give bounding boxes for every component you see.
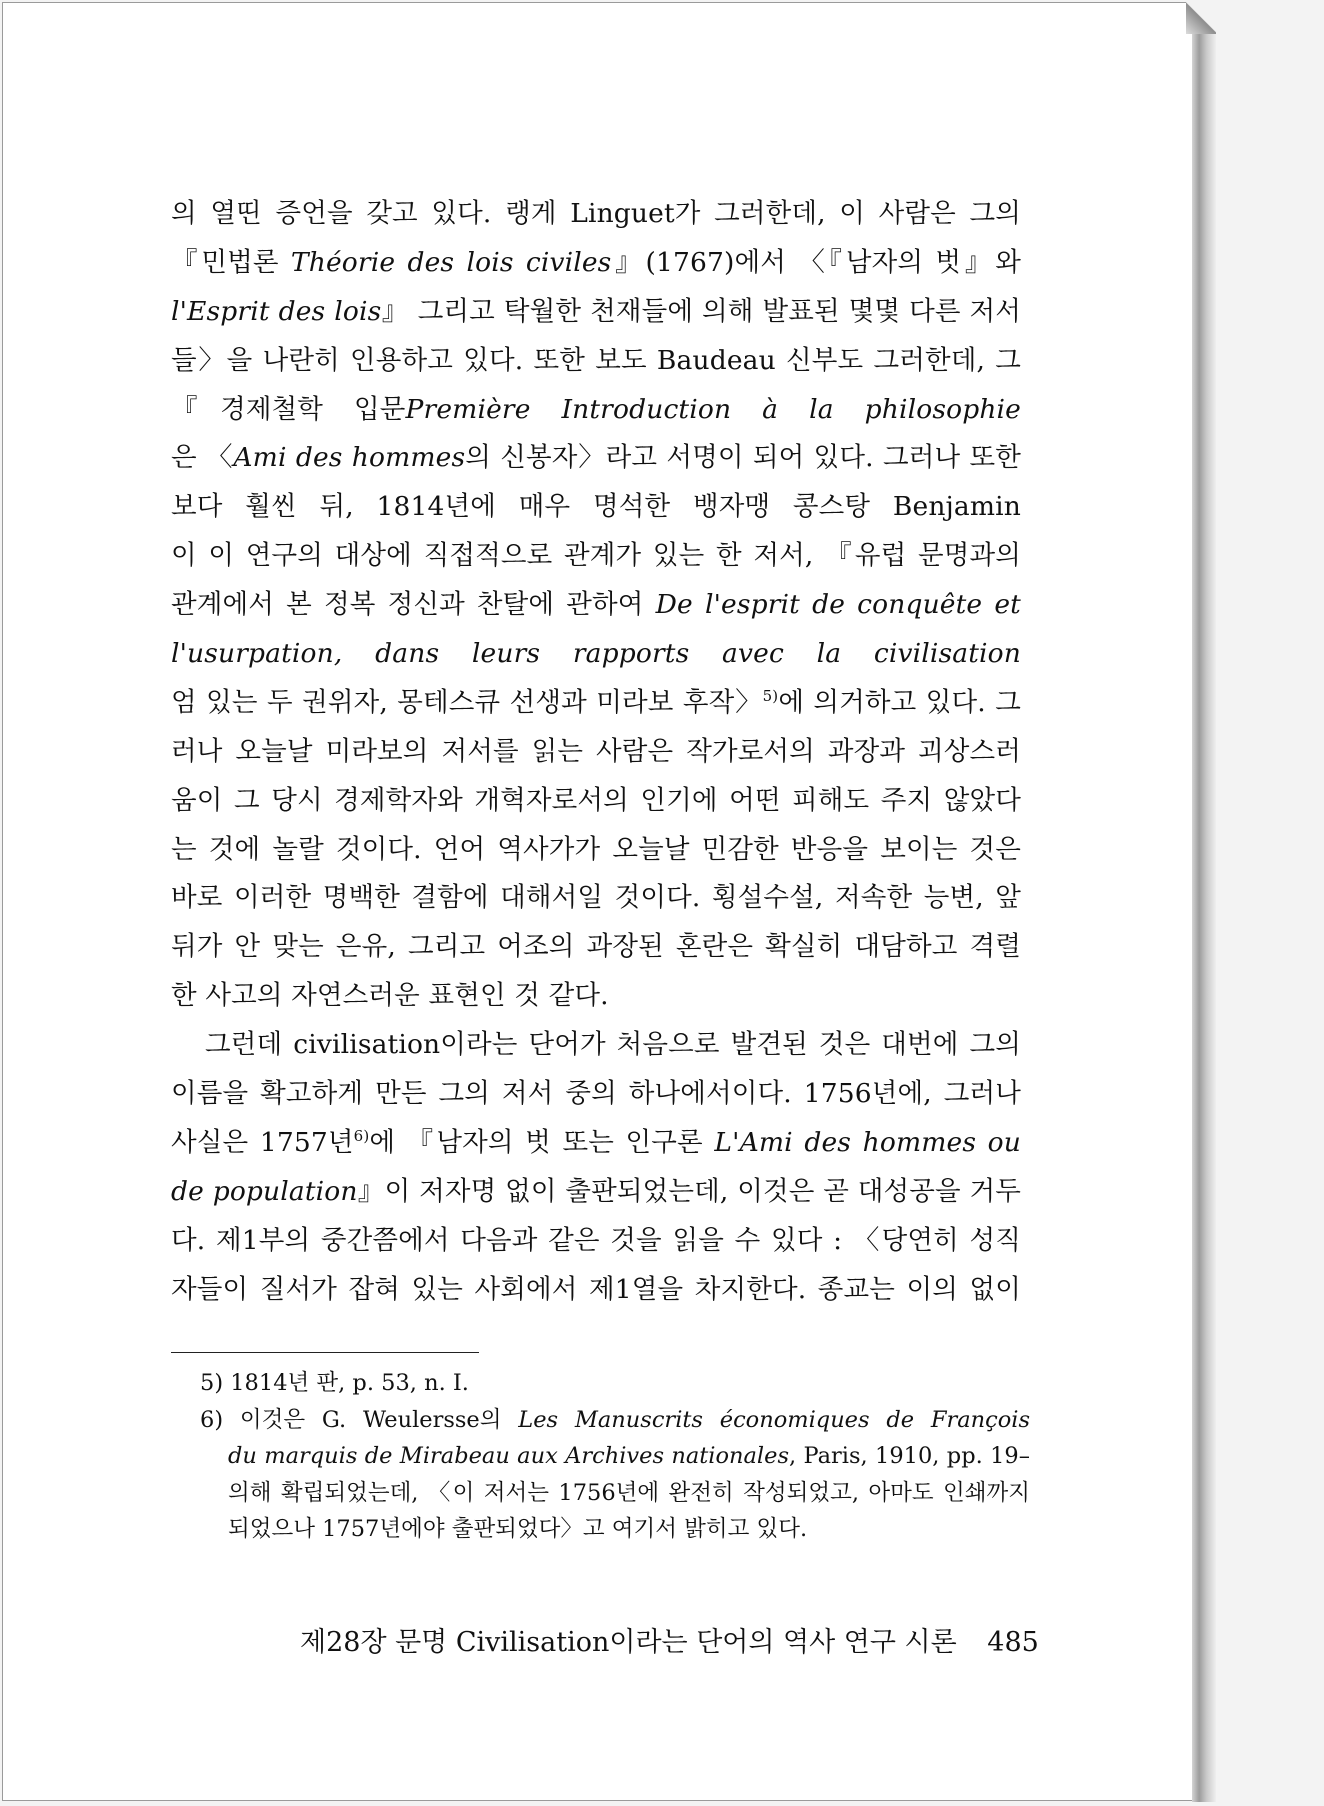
italic-title: Théorie des lois civiles (290, 246, 612, 278)
italic-title: l'usurpation, dans leurs rapports avec la civilisation (171, 638, 1021, 670)
italic-title: Première Introduction à la philosophie (405, 393, 1021, 425)
footnote-line: du marquis de Mirabeau aux Archives nationales, Paris, 1910, pp. 19– (228, 1443, 1030, 1469)
page-edge-shadow (1192, 2, 1216, 1802)
text-line: 움이 그 당시 경제학자와 개혁자로서의 인기에 어떤 피해도 주지 않았다 (171, 784, 1021, 816)
italic-title: L'Ami des hommes ou (714, 1126, 1021, 1158)
text-line (171, 630, 1021, 679)
footnote-line: 6) 이것은 G. Weulersse의 Les Manuscrits économiques de François (200, 1402, 1030, 1439)
footnote-ref: 6) (353, 1127, 370, 1146)
text-line: 그런데 civilisation이라는 단어가 처음으로 발견된 것은 대번에 그의 (205, 1029, 1021, 1061)
footnote-line: 5) 1814년 판, p. 53, n. I. (200, 1370, 469, 1396)
footnote-separator (171, 1352, 479, 1353)
text-line: 바로 이러한 명백한 결함에 대해서일 것이다. 횡설수설, 저속한 능변, 앞 (171, 882, 1021, 914)
italic-title: Les Manuscrits économiques de François (518, 1406, 1030, 1433)
text-line: 『경제철학 입문Première Introduction à la philosophie (171, 386, 1021, 435)
italic-title: du marquis de Mirabeau aux Archives nationales (228, 1443, 789, 1469)
text-line: 는 것에 놀랄 것이다. 언어 역사가가 오늘날 민감한 반응을 보이는 것은 (171, 833, 1021, 865)
italic-title: l'Esprit des lois (171, 295, 382, 327)
text-line: 관계에서 본 정복 정신과 찬탈에 관하여 De l'esprit de conquête et (171, 581, 1021, 630)
italic-title: De l'esprit de conquête et (655, 589, 1021, 621)
footnote-line: 되었으나 1757년에야 출판되었다〉고 여기서 밝히고 있다. (228, 1516, 808, 1542)
page-number: 485 (987, 1627, 1039, 1658)
italic-title: Ami des hommes (233, 442, 466, 474)
text-line: 한 사고의 자연스러운 표현인 것 같다. (171, 980, 609, 1012)
text-line: 의 열띤 증언을 갖고 있다. 랭게 Linguet가 그러한데, 이 사람은 그의 (171, 198, 1021, 229)
running-footer (300, 1620, 1039, 1659)
text-line: l'Esprit des lois』 그리고 탁월한 천재들에 의해 발표된 몇몇 다른 저서 (171, 295, 1021, 327)
text-line: 사실은 1757년$^{6)}$에 『남자의 벗 또는 인구론 L'Ami des hommes ou (171, 1119, 1021, 1168)
text-line: 들〉을 나란히 인용하고 있다. 또한 보도 Baudeau 신부도 그러한데, 그 (171, 344, 1021, 376)
text-line: 은 〈Ami des hommes의 신봉자〉라고 서명이 되어 있다. 그러나 또한 (171, 442, 1021, 474)
footnote-line: 의해 확립되었는데, 〈이 저서는 1756년에 완전히 작성되었고, 아마도 인쇄까지 (228, 1479, 1030, 1506)
text-line: 자들이 질서가 잡혀 있는 사회에서 제1열을 차지한다. 종교는 이의 없이 (171, 1273, 1021, 1305)
page-corner-fold (1186, 2, 1216, 34)
chapter-title: 제28장 문명 Civilisation이라는 단어의 역사 연구 시론 (300, 1627, 957, 1658)
text-line: 『민법론 Théorie des lois civiles』(1767)에서 〈『남자의 벗』와 (171, 246, 1021, 278)
footnotes (200, 1365, 1030, 1548)
footnote-ref: 5) (762, 687, 779, 706)
text-line: 러나 오늘날 미라보의 저서를 읽는 사람은 작가로서의 과장과 괴상스러 (171, 735, 1021, 767)
text-line: 뒤가 안 맞는 은유, 그리고 어조의 과장된 혼란은 확실히 대담하고 격렬 (171, 931, 1021, 963)
body-text (171, 190, 1021, 1314)
text-line: 엄 있는 두 권위자, 몽테스큐 선생과 미라보 후작〉$^{5)}$에 의거하고 있다. 그 (171, 686, 1021, 718)
italic-title: de population (171, 1175, 358, 1207)
text-line: 보다 훨씬 뒤, 1814년에 매우 명석한 뱅자맹 콩스탕 Benjamin (171, 491, 1021, 523)
text-line: de population』이 저자명 없이 출판되었는데, 이것은 곧 대성공을 거두 (171, 1175, 1021, 1207)
text-line: 이름을 확고하게 만든 그의 저서 중의 하나에서이다. 1756년에, 그러나 (171, 1078, 1021, 1110)
text-line: 이 이 연구의 대상에 직접적으로 관계가 있는 한 저서, 『유럽 문명과의 (171, 540, 1021, 572)
text-line: 다. 제1부의 중간쯤에서 다음과 같은 것을 읽을 수 있다 : 〈당연히 성직 (171, 1224, 1021, 1256)
